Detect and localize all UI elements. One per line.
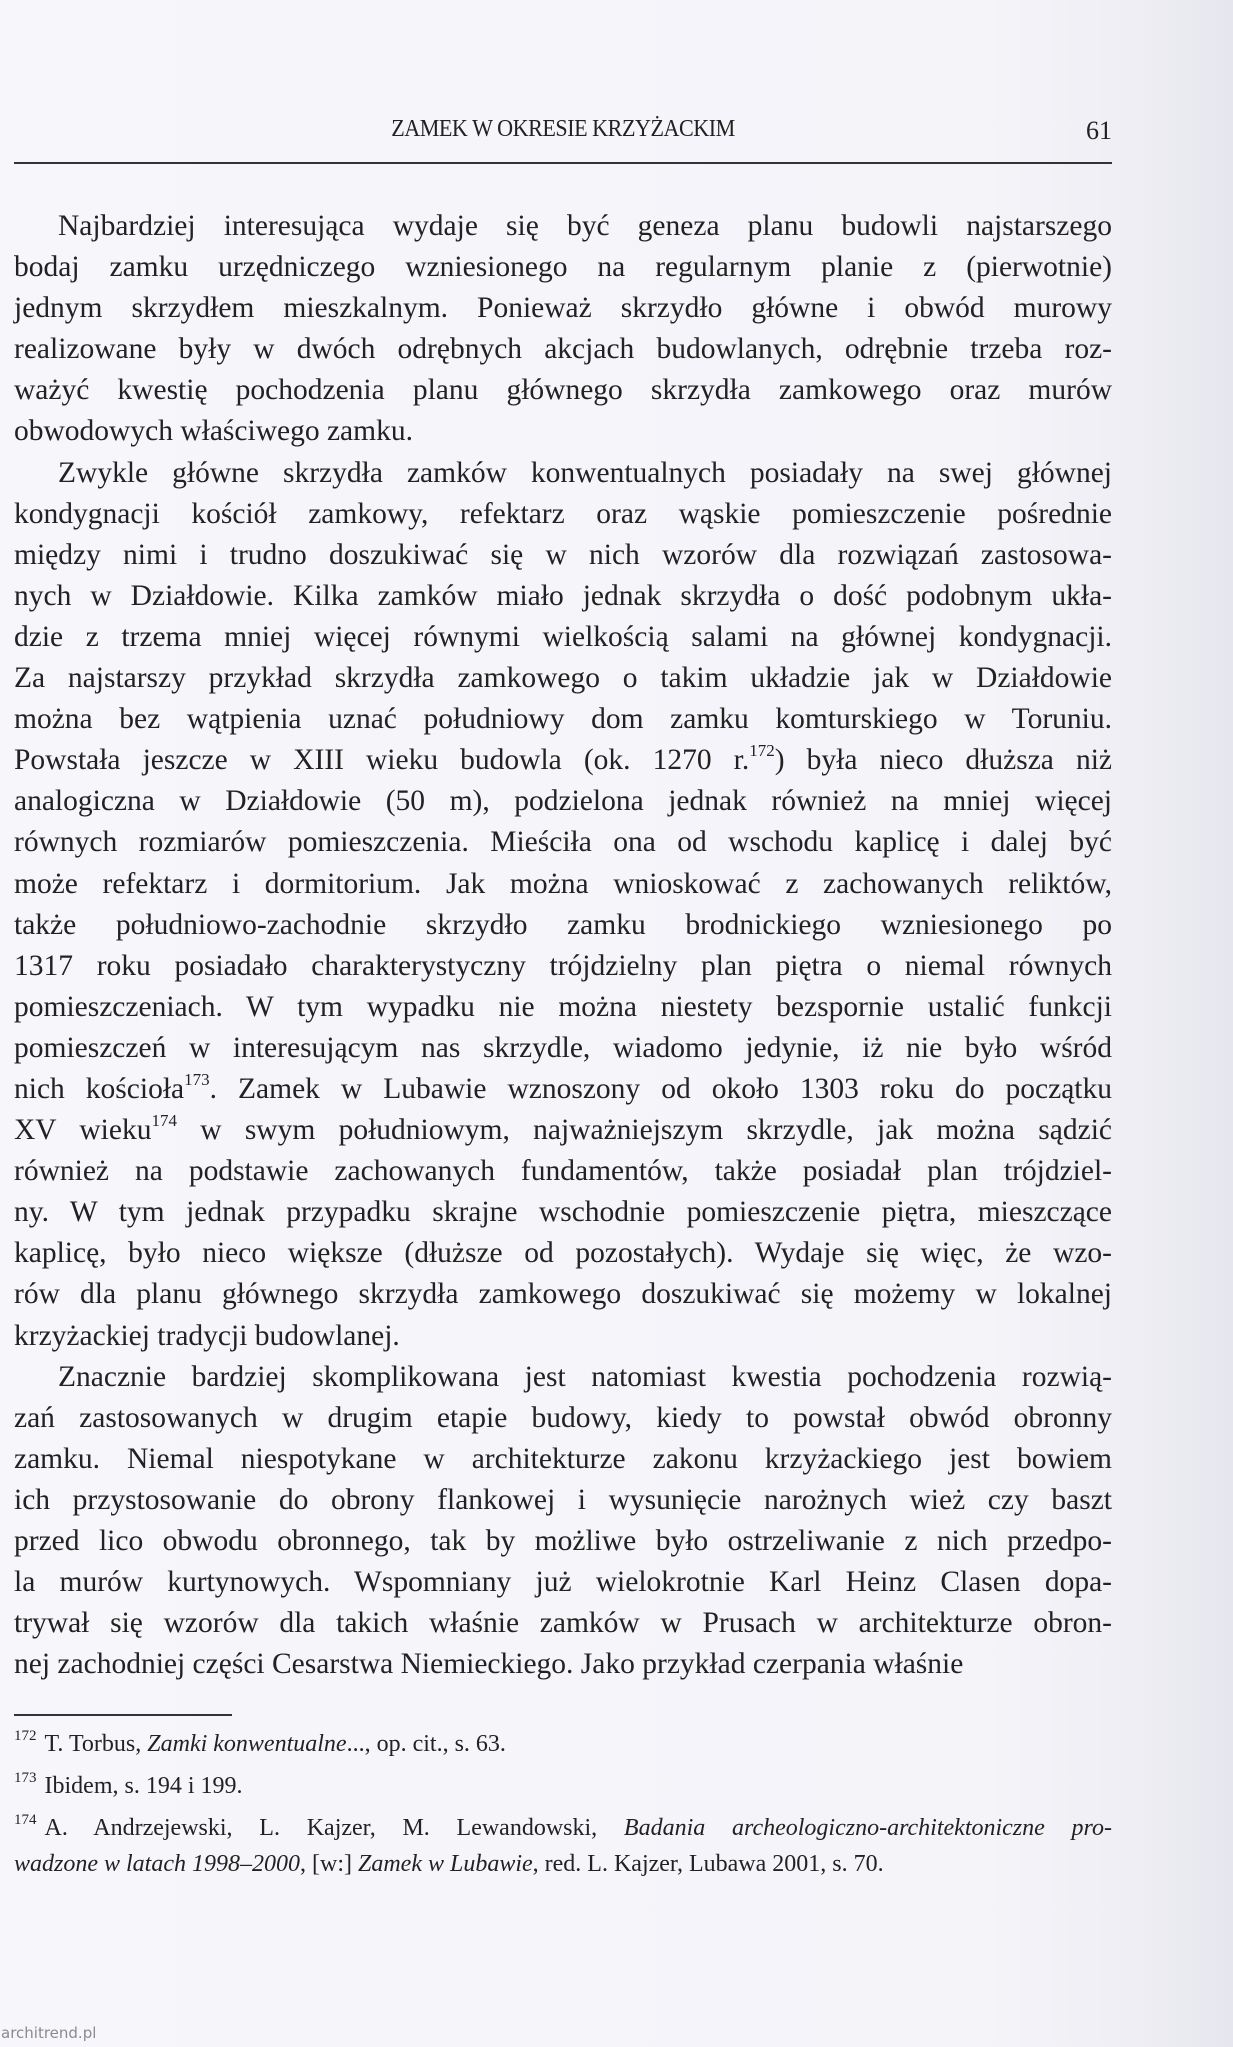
footnote-173 — [14, 1768, 1112, 1804]
text-line: Zwykle główne skrzydła zamków konwentualnych posiadały na swej głównej — [58, 456, 1112, 489]
text-line: kondygnacji kościół zamkowy, refektarz oraz wąskie pomieszczenie pośrednie — [14, 497, 1112, 530]
text-line: krzyżackiej tradycji budowlanej. — [14, 1319, 400, 1352]
footnote-title: Zamki konwentualne — [147, 1731, 347, 1757]
footnote-172 — [14, 1726, 1112, 1762]
footnote-separator — [14, 1714, 232, 1716]
text-line: kaplicę, było nieco większe (dłuższe od pozostałych). Wydaje się więc, że wzo- — [14, 1237, 1112, 1270]
footnotes — [14, 1726, 1112, 1888]
text-line: równych rozmiarów pomieszczenia. Mieściła ona od wschodu kaplicę i dalej być — [14, 826, 1112, 859]
text-line: Za najstarszy przykład skrzydła zamkowego o takim układzie jak w Działdowie — [14, 662, 1112, 695]
paragraph — [14, 206, 1112, 453]
footnote-title: Badania archeologiczno-architektoniczne pro- — [623, 1815, 1112, 1841]
text-line: między nimi i trudno doszukiwać się w nich wzorów dla rozwiązań zastosowa- — [14, 538, 1112, 571]
text-line: zamku. Niemal niespotykane w architekturze zakonu krzyżackiego jest bowiem — [14, 1442, 1112, 1475]
text-line: nych w Działdowie. Kilka zamków miało jednak skrzydła o dość podobnym ukła- — [14, 579, 1112, 612]
text-line: analogiczna w Działdowie (50 m), podzielona jednak również na mniej więcej — [14, 785, 1112, 818]
running-header — [14, 116, 1112, 156]
text-line: zań zastosowanych w drugim etapie budowy, kiedy to powstał obwód obronny — [14, 1401, 1112, 1434]
footnote-reference[interactable]: 174 — [151, 1111, 177, 1131]
footnote-title: wadzone w latach 1998–2000 — [14, 1851, 300, 1877]
footnote-source: Zamek w Lubawie — [357, 1851, 533, 1877]
running-title: ZAMEK W OKRESIE KRZYŻACKIM — [391, 116, 735, 142]
text-line: także południowo-zachodnie skrzydło zamku brodnickiego wzniesionego po — [14, 908, 1112, 941]
text-line: la murów kurtynowych. Wspomniany już wielokrotnie Karl Heinz Clasen dopa- — [14, 1566, 1112, 1599]
text-line: ny. W tym jednak przypadku skrajne wschodnie pomieszczenie piętra, mieszczące — [14, 1196, 1112, 1229]
footnote-number: 174 — [14, 1812, 37, 1828]
text-line: może refektarz i dormitorium. Jak można wnioskować z zachowanych reliktów, — [14, 867, 1112, 900]
footnote-line — [14, 1810, 1112, 1846]
footnote-174 — [14, 1810, 1112, 1882]
text-line: rów dla planu głównego skrzydła zamkowego doszukiwać się możemy w lokalnej — [14, 1278, 1112, 1311]
text-line: dzie z trzema mniej więcej równymi wielkością salami na głównej kondygnacji. — [14, 620, 1112, 653]
watermark: architrend.pl — [1, 2024, 97, 2042]
text-line: również na podstawie zachowanych fundamentów, także posiadał plan trójdziel- — [14, 1155, 1112, 1188]
footnote-reference[interactable]: 173 — [184, 1070, 210, 1090]
body-text — [14, 206, 1112, 1685]
text-line: pomieszczeń w interesującym nas skrzydle, wiadomo jedynie, iż nie było wśród — [14, 1031, 1112, 1064]
footnote-author: T. Torbus, — [44, 1731, 148, 1757]
header-rule — [14, 162, 1112, 164]
text-line: 1317 roku posiadało charakterystyczny trójdzielny plan piętra o niemal równych — [14, 949, 1112, 982]
footnote-author: A. Andrzejewski, L. Kajzer, M. Lewandowski, — [44, 1815, 624, 1841]
page-number: 61 — [1086, 116, 1112, 145]
text-line: bodaj zamku urzędniczego wzniesionego na regularnym planie z (pierwotnie) — [14, 251, 1112, 284]
text-line: nej zachodniej części Cesarstwa Niemieckiego. Jako przykład czerpania właśnie — [14, 1648, 964, 1681]
text-line: ważyć kwestię pochodzenia planu głównego skrzydła zamkowego oraz murów — [14, 374, 1112, 407]
footnote-text: , [w:] — [300, 1851, 358, 1877]
text-line: realizowane były w dwóch odrębnych akcjach budowlanych, odrębnie trzeba roz- — [14, 333, 1112, 366]
footnote-reference[interactable]: 172 — [749, 741, 775, 761]
text-line: XV wieku$^{174}$ w swym południowym, najważniejszym skrzydle, jak można sądzić — [14, 1111, 1112, 1147]
text-line: można bez wątpienia uznać południowy dom zamku komturskiego w Toruniu. — [14, 703, 1112, 736]
footnote-number: 173 — [14, 1770, 37, 1786]
footnote-rest: , red. L. Kajzer, Lubawa 2001, s. 70. — [532, 1851, 884, 1877]
text-line: ich przystosowanie do obrony flankowej i wysunięcie narożnych wież czy baszt — [14, 1483, 1112, 1516]
text-line: trywał się wzorów dla takich właśnie zamków w Prusach w architekturze obron- — [14, 1607, 1112, 1640]
paragraph — [14, 453, 1112, 1357]
footnote-line — [14, 1846, 1112, 1882]
footnote-line — [14, 1726, 1112, 1762]
text-line: nich kościoła$^{173}$. Zamek w Lubawie wznoszony od około 1303 roku do początku — [14, 1070, 1112, 1105]
footnote-number: 172 — [14, 1728, 37, 1744]
footnote-rest: ..., op. cit., s. 63. — [346, 1731, 506, 1757]
text-line: Znacznie bardziej skomplikowana jest natomiast kwestia pochodzenia rozwią- — [58, 1360, 1112, 1393]
paragraph — [14, 1357, 1112, 1686]
footnote-text: Ibidem, s. 194 i 199. — [44, 1773, 243, 1799]
text-line: Powstała jeszcze w XIII wieku budowla (ok. 1270 r.$^{172}$) była nieco dłuższa niż — [14, 741, 1112, 777]
footnote-line — [14, 1768, 1112, 1804]
text-line: Najbardziej interesująca wydaje się być geneza planu budowli najstarszego — [58, 210, 1112, 242]
text-line: obwodowych właściwego zamku. — [14, 415, 413, 448]
text-line: pomieszczeniach. W tym wypadku nie można niestety bezspornie ustalić funkcji — [14, 990, 1112, 1023]
text-line: jednym skrzydłem mieszkalnym. Ponieważ skrzydło główne i obwód murowy — [14, 292, 1112, 325]
text-line: przed lico obwodu obronnego, tak by możliwe było ostrzeliwanie z nich przedpo- — [14, 1525, 1112, 1557]
